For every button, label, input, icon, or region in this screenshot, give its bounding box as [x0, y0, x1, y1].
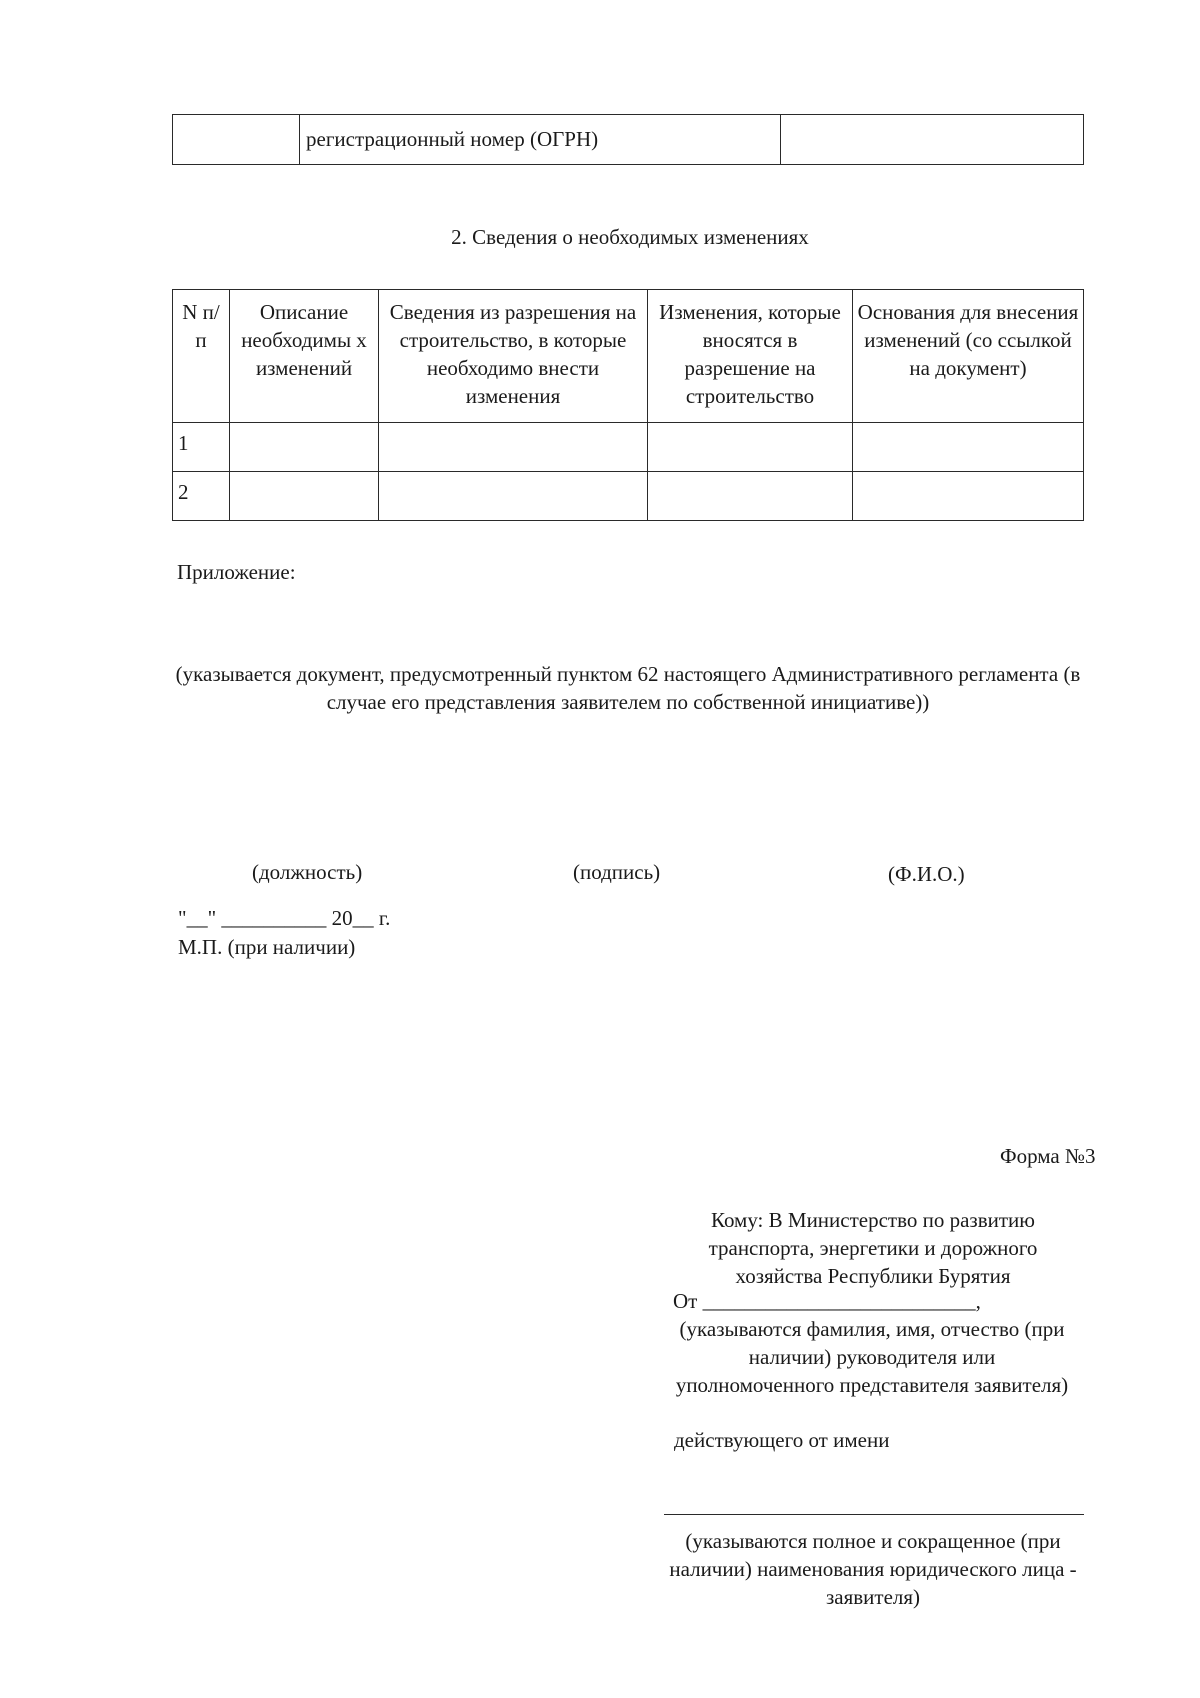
column-header: Сведения из разрешения на строительство, в которые необходимо внести изменения [379, 290, 648, 423]
table-cell [853, 472, 1084, 521]
blank-line [664, 1514, 1084, 1515]
table-cell [379, 423, 648, 472]
table-cell [230, 472, 379, 521]
appendix-note: (указывается документ, предусмотренный пунктом 62 настоящего Административного регламента (в случае его представления заявителем по собственной инициативе)) [175, 662, 1081, 714]
table-cell [379, 472, 648, 521]
table-cell [853, 423, 1084, 472]
table-cell: 1 [173, 423, 230, 472]
table-cell [648, 472, 853, 521]
date-line: "__" __________ 20__ г. [178, 906, 391, 930]
form-number: Форма №3 [1000, 1144, 1096, 1168]
changes-table [172, 289, 1084, 521]
column-header: N п/п [173, 290, 230, 423]
from-line: От __________________________, [673, 1289, 981, 1313]
table-cell [173, 115, 300, 165]
from-note: (указываются фамилия, имя, отчество (при наличии) руководителя или уполномоченного представителя заявителя) [675, 1317, 1069, 1397]
signature-position-label: (должность) [252, 860, 363, 884]
table-cell [648, 423, 853, 472]
table-row [173, 472, 1084, 521]
acting-label: действующего от имени [674, 1428, 890, 1452]
addressee-block: Кому: В Министерство по развитию транспорта, энергетики и дорожного хозяйства Республики Бурятия [708, 1208, 1038, 1288]
applicant-info-table [172, 114, 1084, 165]
stamp-label: М.П. (при наличии) [178, 935, 356, 959]
section-title: 2. Сведения о необходимых изменениях [451, 225, 809, 249]
table-cell [230, 423, 379, 472]
table-row [173, 423, 1084, 472]
entity-note: (указываются полное и сокращенное (при наличии) наименования юридического лица - заявителя) [669, 1529, 1077, 1609]
column-header: Описание необходимы х изменений [230, 290, 379, 423]
table-cell: 2 [173, 472, 230, 521]
column-header: Изменения, которые вносятся в разрешение на строительство [648, 290, 853, 423]
table-cell [781, 115, 1084, 165]
appendix-label: Приложение: [177, 560, 296, 584]
table-cell-ogrn-label: регистрационный номер (ОГРН) [300, 115, 781, 165]
signature-fio-label: (Ф.И.О.) [888, 862, 965, 886]
signature-label: (подпись) [573, 860, 661, 884]
column-header: Основания для внесения изменений (со ссылкой на документ) [853, 290, 1084, 423]
